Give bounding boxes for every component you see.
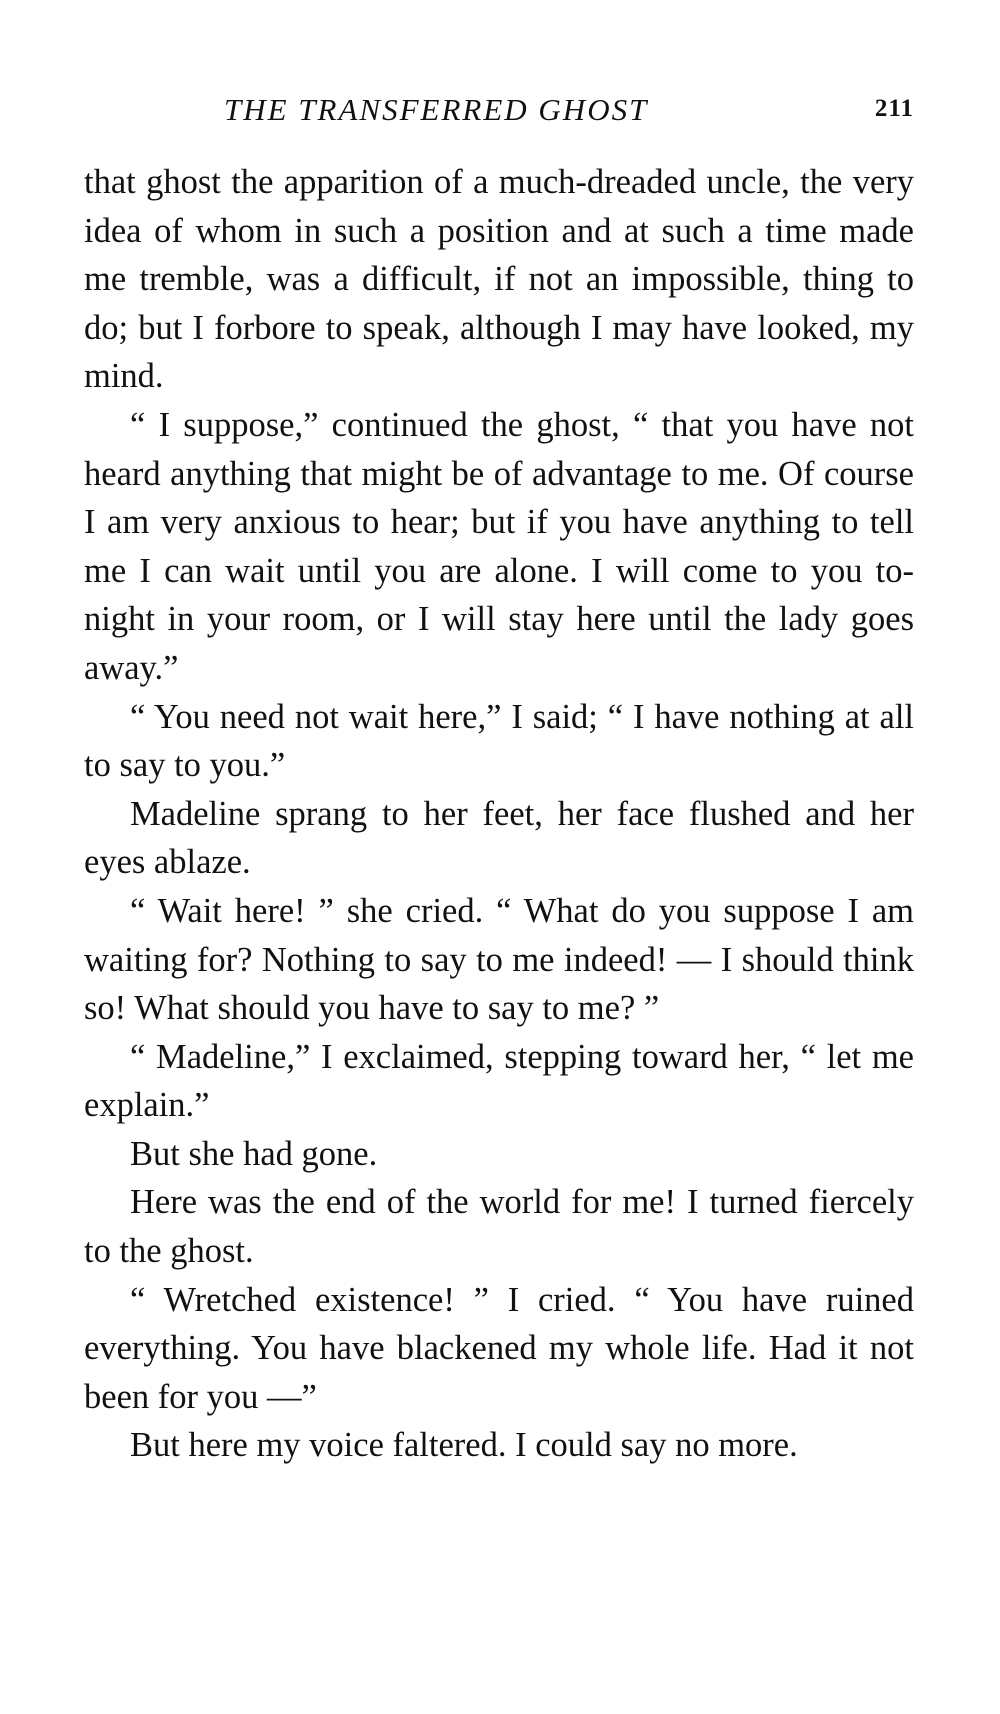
paragraph: “ Wait here! ” she cried. “ What do you suppose I am waiting for? Nothing to say to me indeed! — I should think so! What should you have to say to me? ”: [84, 891, 914, 1028]
paragraph: “ You need not wait here,” I said; “ I have nothing at all to say to you.”: [84, 697, 914, 785]
paragraph: But here my voice faltered. I could say no more.: [130, 1426, 798, 1465]
page-number: 211: [874, 95, 914, 122]
paragraph: “ Wretched existence! ” I cried. “ You have ruined everything. You have blackened my whole life. Had it not been for you —”: [84, 1280, 914, 1416]
paragraph: Here was the end of the world for me! I turned fiercely to the ghost.: [84, 1183, 914, 1271]
paragraph: But she had gone.: [130, 1134, 378, 1173]
paragraph: “ Madeline,” I exclaimed, stepping toward her, “ let me explain.”: [84, 1037, 914, 1125]
paragraph: Madeline sprang to her feet, her face flushed and her eyes ablaze.: [84, 794, 914, 882]
running-head: [84, 92, 914, 132]
body-text: [84, 158, 914, 1470]
paragraph: “ I suppose,” continued the ghost, “ that you have not heard anything that might be of advantage to me. Of course I am very anxious to hear; but if you have anything to tell me I can wait until you are alone. I will come to you to-night in your room, or I will stay here until the lady goes away.”: [84, 405, 914, 687]
paragraph: that ghost the apparition of a much-dreaded uncle, the very idea of whom in such a position and at such a time made me tremble, was a difficult, if not an impossible, thing to do; but I forbore to speak, although I may have looked, my mind.: [84, 163, 914, 396]
running-title: THE TRANSFERRED GHOST: [224, 92, 649, 127]
